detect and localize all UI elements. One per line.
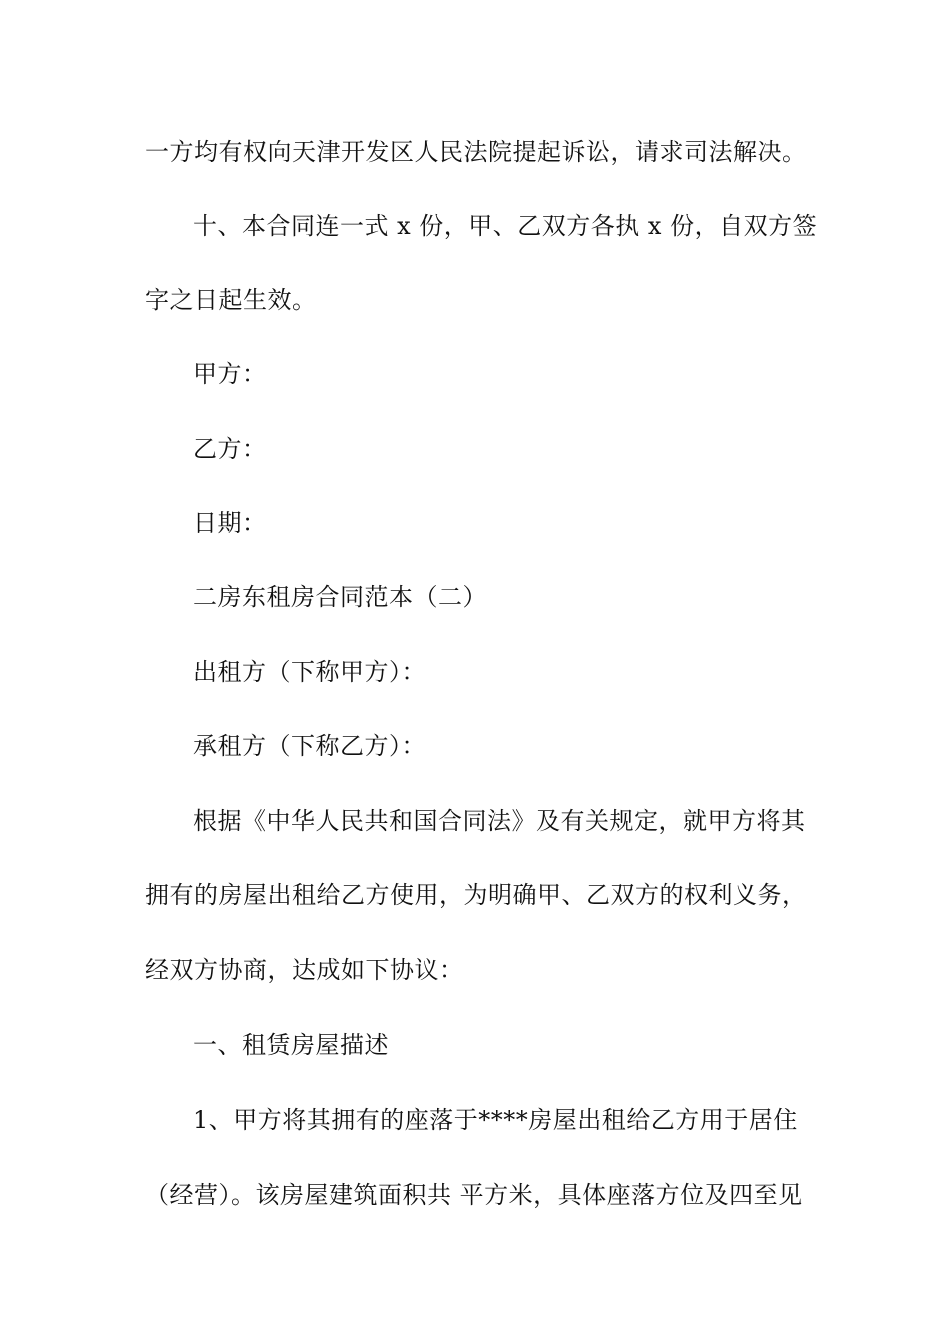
paragraph-line-litigation: 一方均有权向天津开发区人民法院提起诉讼，请求司法解决。: [145, 138, 807, 166]
section-title: 二房东租房合同范本（二）: [193, 583, 487, 611]
lessee-label: 承租方（下称乙方）：: [193, 732, 426, 760]
signature-party-a-label: 甲方：: [193, 360, 267, 388]
heading-property-description: 一、租赁房屋描述: [193, 1031, 389, 1059]
paragraph-line-effective: 字之日起生效。: [145, 286, 317, 314]
paragraph-line-preamble-2: 拥有的房屋出租给乙方使用，为明确甲、乙双方的权利义务，: [145, 881, 807, 909]
paragraph-line-property-1: 1、甲方将其拥有的座落于****房屋出租给乙方用于居住: [193, 1106, 798, 1134]
signature-party-b-label: 乙方：: [193, 435, 267, 463]
signature-date-label: 日期：: [193, 509, 267, 537]
paragraph-line-property-2: （经营）。该房屋建筑面积共 平方米，具体座落方位及四至见: [145, 1181, 803, 1209]
paragraph-line-clause-ten: 十、本合同连一式 x 份，甲、乙双方各执 x 份，自双方签: [193, 212, 818, 240]
lessor-label: 出租方（下称甲方）：: [193, 658, 426, 686]
paragraph-line-preamble-1: 根据《中华人民共和国合同法》及有关规定，就甲方将其: [193, 807, 806, 835]
paragraph-line-preamble-3: 经双方协商，达成如下协议：: [145, 956, 464, 984]
